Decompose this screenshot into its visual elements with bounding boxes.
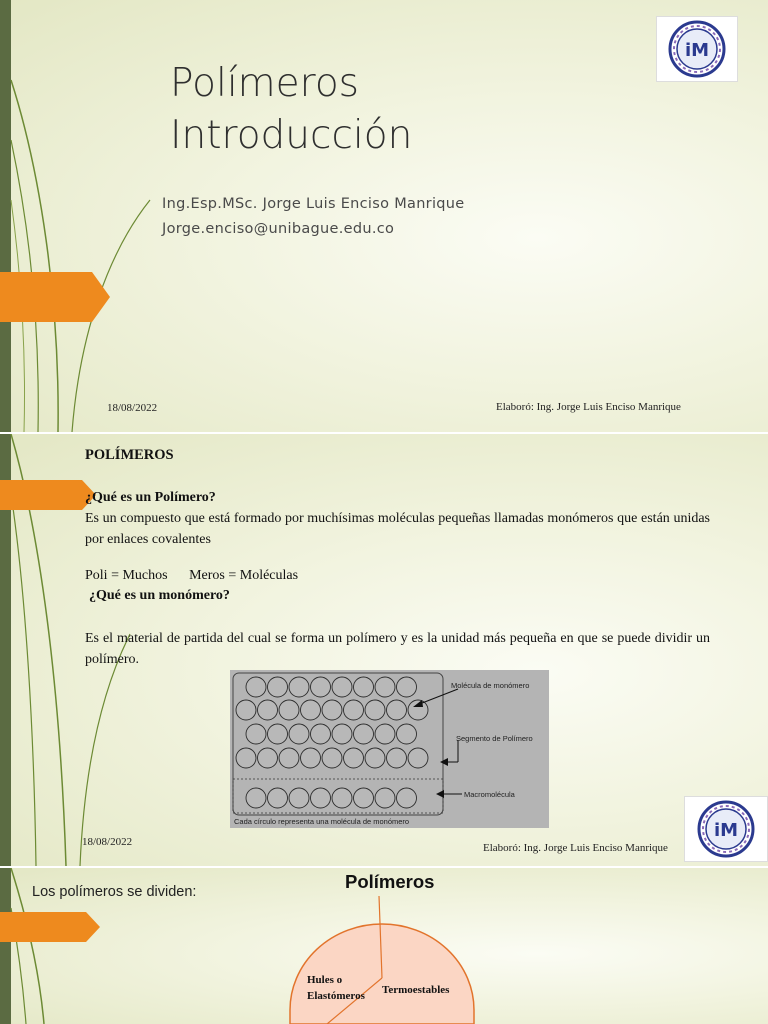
- monomer-circle: [354, 724, 374, 744]
- pie-label-termo: Termoestables: [382, 984, 450, 996]
- monomer-circle: [258, 748, 278, 768]
- question-monomer: ¿Qué es un monómero?: [89, 588, 230, 603]
- university-logo: [684, 796, 768, 862]
- label-monomer: Molécula de monómero: [451, 681, 530, 690]
- monomer-circle: [236, 748, 256, 768]
- page-title: [170, 58, 412, 162]
- author-email: Jorge.enciso@unibague.edu.co: [162, 221, 395, 237]
- monomer-circle: [311, 677, 331, 697]
- author-name: Ing.Esp.MSc. Jorge Luis Enciso Manrique: [162, 196, 465, 212]
- monomer-circle: [301, 748, 321, 768]
- university-logo: [656, 16, 738, 82]
- monomer-circle: [236, 700, 256, 720]
- orange-tab-icon: [0, 272, 110, 322]
- monomer-circle: [301, 700, 321, 720]
- etymology: [85, 568, 298, 584]
- monomer-circle: [322, 748, 342, 768]
- footer-credit: Elaboró: Ing. Jorge Luis Enciso Manrique: [496, 401, 681, 413]
- label-macro: Macromolécula: [464, 790, 515, 799]
- engineering-logo-icon: [695, 800, 757, 858]
- monomer-circle: [375, 788, 395, 808]
- monomer-circle: [397, 788, 417, 808]
- engineering-logo-icon: [666, 20, 728, 78]
- monomer-circle: [408, 748, 428, 768]
- monomer-circle: [311, 724, 331, 744]
- arrow-monomer: [417, 689, 458, 705]
- classification-lead: Los polímeros se dividen:: [32, 884, 197, 900]
- monomer-circle: [408, 700, 428, 720]
- orange-tab-icon: [0, 480, 96, 510]
- svg-text:iM: iM: [713, 820, 739, 841]
- etymology-poli: Poli = Muchos: [85, 568, 168, 583]
- footer-credit: Elaboró: Ing. Jorge Luis Enciso Manrique: [483, 842, 668, 854]
- sidebar-strip: [0, 0, 11, 432]
- footer-date: 18/08/2022: [82, 836, 133, 848]
- monomer-circle: [258, 700, 278, 720]
- pie-label-hules-2: Elastómeros: [307, 990, 365, 1002]
- monomer-circle: [375, 724, 395, 744]
- sidebar-strip: [0, 868, 11, 1024]
- monomer-circle: [246, 724, 266, 744]
- footer-date: 18/08/2022: [107, 402, 158, 414]
- monomer-circle: [344, 748, 364, 768]
- monomer-diagram: [230, 670, 549, 828]
- label-segment: Segmento de Polímero: [456, 734, 533, 743]
- classification-pie: [287, 896, 477, 1024]
- title-line-1: Polímeros: [170, 61, 360, 106]
- title-line-2: Introducción: [170, 113, 413, 158]
- monomer-circle: [289, 788, 309, 808]
- monomer-circle: [332, 724, 352, 744]
- etymology-meros: Meros = Moléculas: [189, 568, 299, 583]
- monomer-circle: [354, 788, 374, 808]
- monomer-circle: [279, 700, 299, 720]
- slide-definitions: [0, 434, 768, 866]
- monomer-circle: [365, 748, 385, 768]
- question-polymer: ¿Qué es un Polímero?: [85, 490, 216, 505]
- svg-text:iM: iM: [684, 40, 710, 61]
- polymer-definition: Es un compuesto que está formado por muchísimas moléculas pequeñas llamadas monómeros que están unidas por enlaces covalentes: [85, 511, 710, 547]
- monomer-circle: [397, 677, 417, 697]
- pie-title: Polímeros: [345, 871, 435, 892]
- monomer-circle: [289, 724, 309, 744]
- slide-classification: [0, 868, 768, 1024]
- monomer-circle: [268, 788, 288, 808]
- monomer-circle: [289, 677, 309, 697]
- monomer-circle: [332, 788, 352, 808]
- monomer-circle: [322, 700, 342, 720]
- monomer-circle: [344, 700, 364, 720]
- monomer-circle: [332, 677, 352, 697]
- monomer-definition: Es el material de partida del cual se forma un polímero y es la unidad más pequeña en que se puede dividir un polímero.: [85, 631, 710, 667]
- monomer-circle: [375, 677, 395, 697]
- orange-tab-icon: [0, 912, 100, 942]
- monomer-circle: [387, 700, 407, 720]
- section-heading: POLÍMEROS: [85, 447, 174, 463]
- monomer-circle: [268, 677, 288, 697]
- monomer-circle: [279, 748, 299, 768]
- monomer-circle: [354, 677, 374, 697]
- slide-title: [0, 0, 768, 432]
- pie-label-hules-1: Hules o: [307, 974, 343, 986]
- monomer-circle: [311, 788, 331, 808]
- diagram-caption: Cada círculo representa una molécula de monómero: [234, 817, 410, 826]
- monomer-circle: [397, 724, 417, 744]
- monomer-circle: [246, 677, 266, 697]
- monomer-circle: [268, 724, 288, 744]
- monomer-circle: [365, 700, 385, 720]
- monomer-circle: [387, 748, 407, 768]
- monomer-circle: [246, 788, 266, 808]
